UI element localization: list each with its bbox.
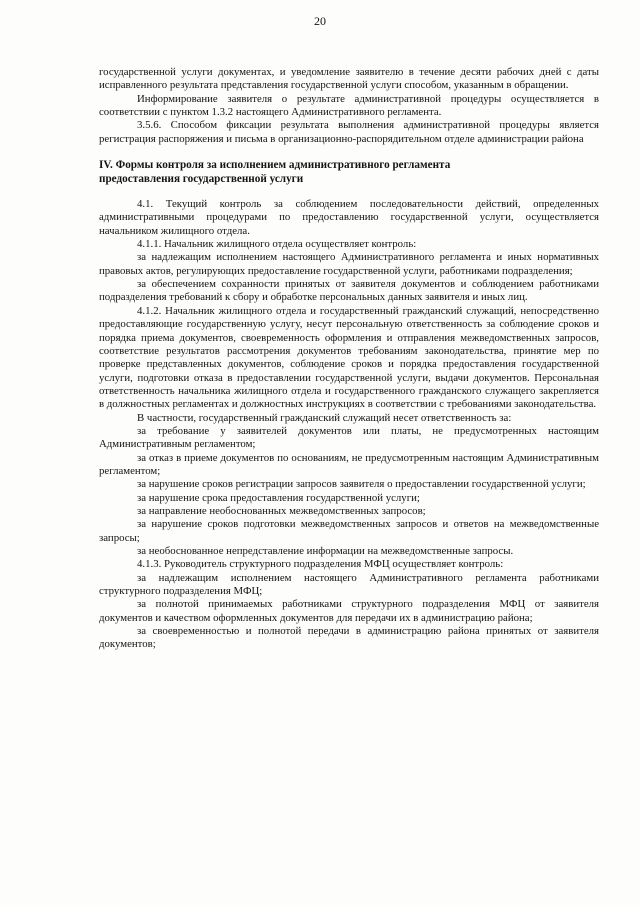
list-item: за требование у заявителей документов или платы, не предусмотренных настоящим Административным регламентом;	[99, 424, 599, 451]
paragraph: государственной услуги документах, и уведомление заявителю в течение десяти рабочих дней с даты исправленного результата представления государственной услуги способом, указанным в обращении.	[99, 66, 599, 92]
list-item: за нарушение сроков подготовки межведомственных запросов и ответов на межведомственные запросы;	[99, 518, 599, 544]
section-heading-line-2: предоставления государственной услуги	[99, 173, 304, 186]
paragraph-4-1-3: 4.1.3. Руководитель структурного подразделения МФЦ осуществляет контроль:	[137, 558, 504, 571]
section-heading-line-1: IV. Формы контроля за исполнением административного регламента	[99, 159, 451, 172]
document-body	[99, 66, 599, 652]
list-item: за своевременностью и полнотой передачи в администрацию района принятых от заявителя документов;	[99, 625, 599, 651]
paragraph: 3.5.6. Способом фиксации результата выполнения административной процедуры является регистрация распоряжения и письма в организационно-распорядительном отделе администрации района	[99, 119, 599, 145]
spacer	[99, 146, 599, 158]
paragraph: за обеспечением сохранности принятых от заявителя документов и соблюдением работниками подразделения требований к сбору и обработке персональных данных заявителя и иных лиц.	[99, 278, 599, 304]
list-item: за надлежащим исполнением настоящего Административного регламента работниками структурного подразделения МФЦ;	[99, 571, 599, 598]
spacer	[99, 186, 599, 198]
paragraph-4-1-1: 4.1.1. Начальник жилищного отдела осуществляет контроль:	[137, 238, 417, 251]
paragraph: за надлежащим исполнением настоящего Административного регламента и иных нормативных правовых актов, регулирующих предоставление государственной услуги, работниками подразделения;	[99, 251, 599, 277]
list-item: за необоснованное непредставление информации на межведомственные запросы.	[137, 545, 514, 557]
list-item: за полнотой принимаемых работниками структурного подразделения МФЦ от заявителя документов и качеством оформленных документов для передачи их в администрацию района;	[99, 598, 599, 624]
paragraph-4-1-2: 4.1.2. Начальник жилищного отдела и государственный гражданский служащий, непосредственно предоставляющие государственную услугу, несут персональную ответственность за соблюдение сроков и порядка приема документов, своевременность оформления и отправления межведомственных запросов, соответствие результатов рассмотрения документов требованиям законодательства, принятие мер по проверке представленных документов, соблюдение сроков и порядка предоставления государственной услуги, подготовки отказа в предоставлении государственной услуги, выдачи документов. Персональная ответственность начальника жилищного отдела и государственного гражданского служащего закрепляется в должностных регламентах и должностных инструкциях в соответствии с требованиями законодательства.	[99, 304, 599, 411]
paragraph: В частности, государственный гражданский служащий несет ответственность за:	[137, 411, 512, 424]
list-item: за отказ в приеме документов по основаниям, не предусмотренным настоящим Административным регламентом;	[99, 451, 599, 477]
list-item: за нарушение сроков регистрации запросов заявителя о предоставлении государственной услуги;	[137, 478, 586, 491]
paragraph: Информирование заявителя о результате административной процедуры осуществляется в соответствии с пунктом 1.3.2 настоящего Административного регламента.	[99, 92, 599, 119]
list-item: за нарушение срока предоставления государственной услуги;	[137, 491, 420, 504]
list-item: за направление необоснованных межведомственных запросов;	[137, 504, 426, 517]
page-number: 20	[314, 14, 326, 28]
paragraph-4-1: 4.1. Текущий контроль за соблюдением последовательности действий, определенных административными процедурами по предоставлению государственной услуги, осуществляется начальником жилищного отдела.	[99, 198, 599, 237]
